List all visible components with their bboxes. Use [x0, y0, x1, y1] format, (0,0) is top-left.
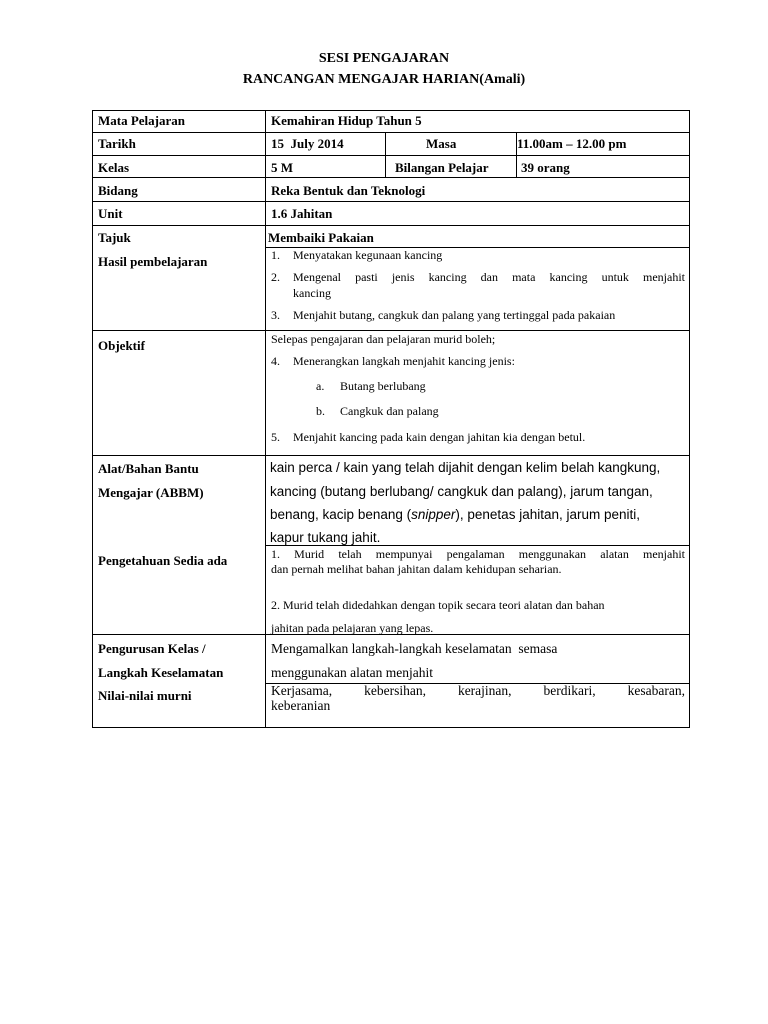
pengurusan-line: menggunakan alatan menjahit [271, 665, 433, 680]
tajuk-value: Membaiki Pakaian [268, 230, 374, 245]
bilangan-pelajar-label: Bilangan Pelajar [395, 160, 489, 175]
kelas-value: 5 M [271, 160, 294, 175]
list-item-number: 1. [271, 248, 280, 262]
list-item-number: 5. [271, 430, 280, 444]
abbm-line [270, 507, 640, 523]
abbm-line: kain perca / kain yang telah dijahit dengan kelim belah kangkung, [270, 460, 661, 475]
pengetahuan-label: Pengetahuan Sedia ada [98, 553, 228, 568]
nilai-murni-line: Kerjasama, kebersihan, kerajinan, berdikari, kesabaran, [271, 683, 685, 698]
row-divider [92, 132, 690, 133]
document-subtitle: RANCANGAN MENGAJAR HARIAN(Amali) [242, 72, 526, 87]
document-title: SESI PENGAJARAN [318, 51, 450, 66]
objektif-label: Objektif [98, 338, 145, 353]
kelas-label: Kelas [98, 160, 130, 175]
nilai-murni-line: keberanian [271, 698, 331, 713]
abbm-text: ), penetas jahitan, jarum peniti, [455, 507, 641, 522]
table-border-bottom [92, 727, 690, 728]
abbm-label-line2: Mengajar (ABBM) [98, 485, 204, 500]
row-divider [92, 155, 690, 156]
bidang-value: Reka Bentuk dan Teknologi [271, 183, 426, 198]
pengurusan-line: Mengamalkan langkah-langkah keselamatan semasa [271, 641, 558, 656]
sub-item-letter: a. [316, 379, 325, 393]
unit-label: Unit [98, 206, 123, 221]
table-border-top [92, 110, 690, 111]
list-item-continuation: kancing [293, 286, 331, 300]
abbm-label-line1: Alat/Bahan Bantu [98, 461, 199, 476]
list-item: Menjahit butang, cangkuk dan palang yang tertinggal pada pakaian [293, 308, 616, 322]
list-item: Mengenal pasti jenis kancing dan mata kancing untuk menjahit [293, 270, 685, 284]
row-divider [92, 201, 690, 202]
abbm-line: kapur tukang jahit. [270, 530, 381, 545]
nilai-murni-label: Nilai-nilai murni [98, 688, 192, 703]
pengetahuan-line: 1. Murid telah mempunyai pengalaman menggunakan alatan menjahit [271, 547, 685, 561]
masa-label: Masa [426, 136, 457, 151]
list-item-number: 2. [271, 270, 280, 284]
mata-pelajaran-label: Mata Pelajaran [98, 113, 186, 128]
tajuk-label: Tajuk [98, 230, 131, 245]
row-divider [92, 455, 690, 456]
row-divider [92, 225, 690, 226]
masa-value: 11.00am – 12.00 pm [517, 136, 627, 151]
sub-item: Butang berlubang [340, 379, 426, 393]
abbm-italic-term: snipper [411, 507, 456, 522]
bilangan-pelajar-value: 39 orang [521, 160, 570, 175]
list-item-number: 4. [271, 354, 280, 368]
abbm-text: benang, kacip benang ( [270, 507, 412, 522]
pengetahuan-line: dan pernah melihat bahan jahitan dalam kehidupan seharian. [271, 562, 562, 576]
list-item: Menjahit kancing pada kain dengan jahitan kia dengan betul. [293, 430, 586, 444]
mata-pelajaran-value: Kemahiran Hidup Tahun 5 [271, 113, 422, 128]
hasil-pembelajaran-label: Hasil pembelajaran [98, 254, 208, 269]
tarikh-label: Tarikh [98, 136, 136, 151]
pengurusan-label-line1: Pengurusan Kelas / [98, 641, 206, 656]
row-divider [92, 177, 690, 178]
sub-item-letter: b. [316, 404, 325, 418]
abbm-line: kancing (butang berlubang/ cangkuk dan palang), jarum tangan, [270, 484, 653, 499]
list-item: Menyatakan kegunaan kancing [293, 248, 443, 262]
pengetahuan-line: 2. Murid telah didedahkan dengan topik secara teori alatan dan bahan [271, 598, 605, 612]
bidang-label: Bidang [98, 183, 138, 198]
sub-item: Cangkuk dan palang [340, 404, 439, 418]
objektif-intro: Selepas pengajaran dan pelajaran murid boleh; [271, 332, 496, 346]
list-item: Menerangkan langkah menjahit kancing jenis: [293, 354, 515, 368]
list-item-number: 3. [271, 308, 280, 322]
unit-value: 1.6 Jahitan [271, 206, 333, 221]
pengurusan-label-line2: Langkah Keselamatan [98, 665, 224, 680]
pengetahuan-line: jahitan pada pelajaran yang lepas. [271, 621, 434, 635]
tarikh-value: 15 July 2014 [271, 136, 344, 151]
